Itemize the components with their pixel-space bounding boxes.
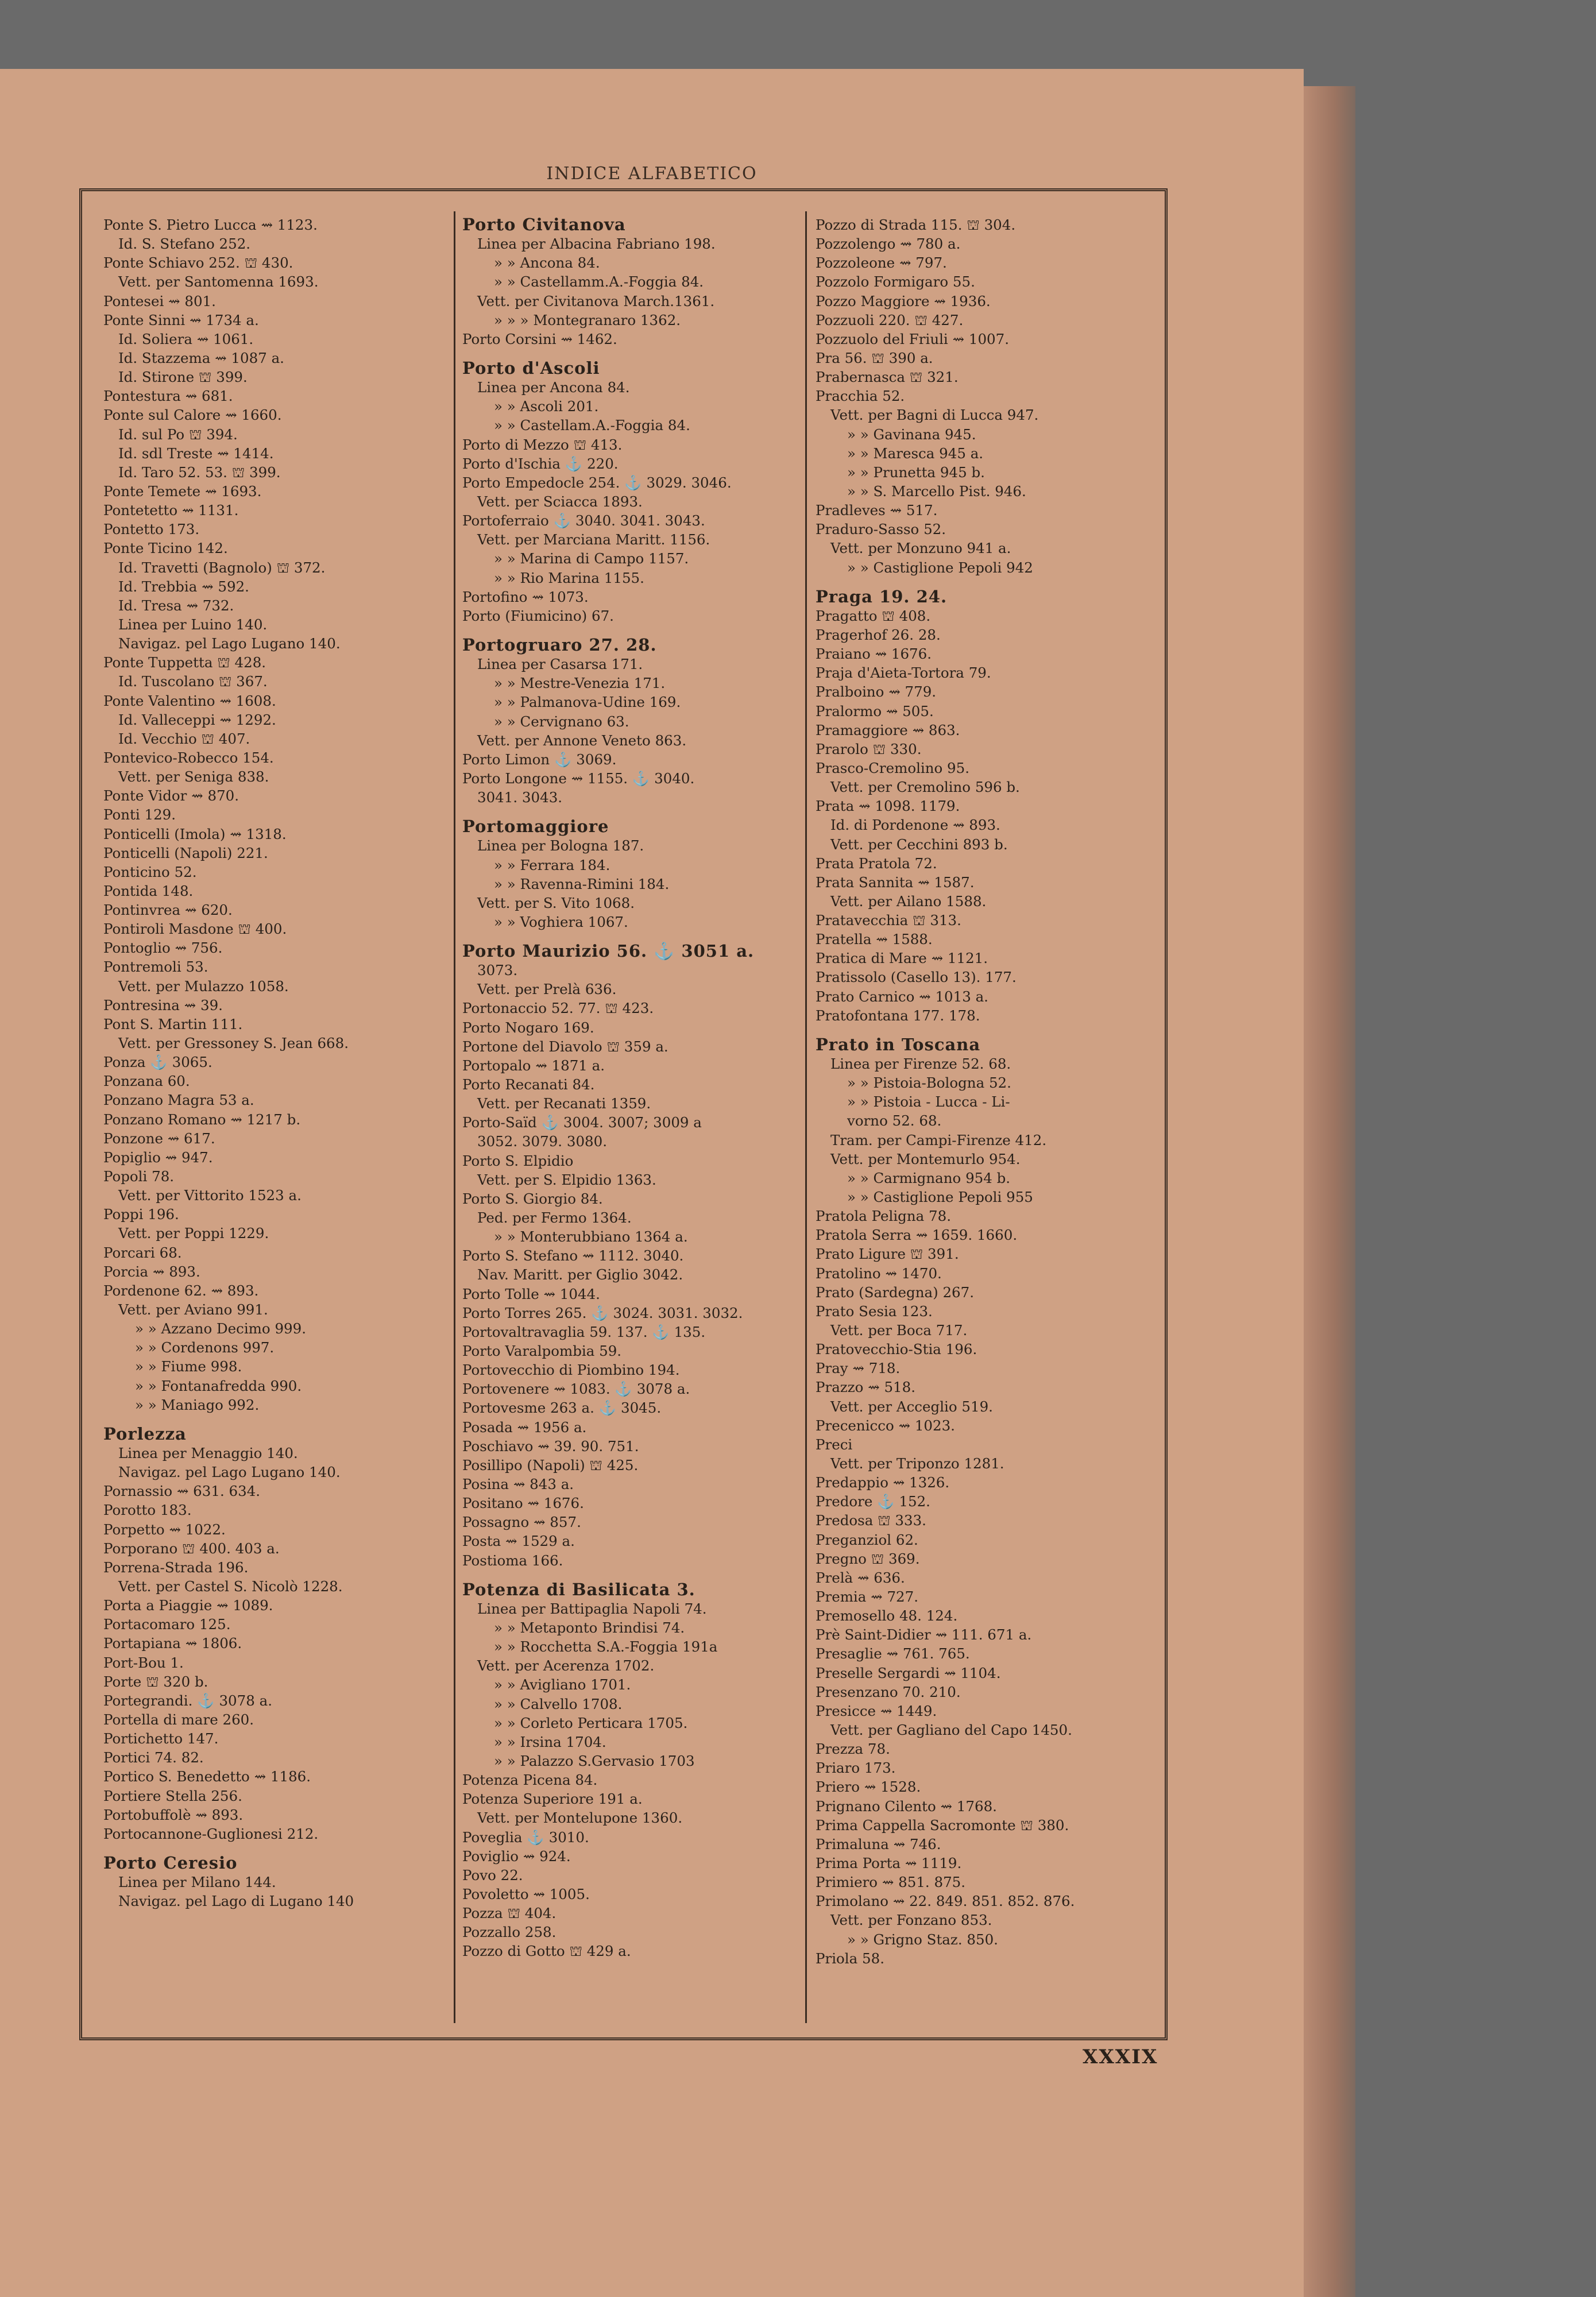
index-entry: Priaro 173.: [816, 1760, 896, 1777]
index-subentry: Vett. per Prelà 636.: [477, 981, 617, 998]
index-entry: Prato Carnico ⇝ 1013 a.: [816, 988, 988, 1005]
index-heading: Porto d'Ascoli: [462, 358, 600, 378]
index-subentry: » » Metaponto Brindisi 74.: [494, 1619, 685, 1636]
index-subentry: » » Palmanova-Udine 169.: [494, 694, 681, 711]
index-entry: Primaluna ⇝ 746.: [816, 1835, 941, 1853]
index-entry: Ponte Ticino 142.: [103, 540, 228, 557]
index-entry: Posina ⇝ 843 a.: [462, 1476, 574, 1492]
index-subentry: » » Castiglione Pepoli 942: [847, 559, 1033, 576]
index-entry: Porto-Saïd ⚓ 3004. 3007; 3009 a: [462, 1114, 702, 1131]
index-entry: Pozzolo Formigaro 55.: [816, 273, 975, 291]
index-entry: Prata ⇝ 1098. 1179.: [816, 798, 960, 815]
index-entry: Pordenone 62. ⇝ 893.: [103, 1282, 259, 1299]
index-entry: Poschiavo ⇝ 39. 90. 751.: [462, 1437, 639, 1455]
index-entry: Posta ⇝ 1529 a.: [462, 1533, 575, 1550]
index-entry: Premosello 48. 124.: [816, 1607, 958, 1625]
index-subentry: Id. sdl Treste ⇝ 1414.: [118, 444, 274, 462]
index-subentry: » » Grigno Staz. 850.: [847, 1931, 998, 1948]
index-entry: Precenicco ⇝ 1023.: [816, 1417, 955, 1434]
index-entry: Pracchia 52.: [816, 388, 905, 405]
index-entry: Ponticelli (Napoli) 221.: [103, 844, 268, 861]
index-entry: Porto Limon ⚓ 3069.: [462, 751, 617, 768]
index-entry: Porpetto ⇝ 1022.: [103, 1521, 226, 1538]
index-entry: Pratolino ⇝ 1470.: [816, 1264, 942, 1282]
index-entry: Ponzano Magra 53 a.: [103, 1092, 254, 1109]
index-entry: Prignano Cilento ⇝ 1768.: [816, 1797, 997, 1815]
column-divider: [454, 211, 455, 2023]
index-subentry: » » Ferrara 184.: [494, 856, 610, 873]
index-subentry: Vett. per Recanati 1359.: [477, 1095, 651, 1112]
index-heading: Prato in Toscana: [816, 1035, 981, 1054]
index-subentry: Id. Valleceppi ⇝ 1292.: [118, 711, 276, 728]
index-entry: Ponte Sinni ⇝ 1734 a.: [103, 311, 259, 328]
index-entry: Pozzoleone ⇝ 797.: [816, 254, 947, 272]
index-entry: Porto S. Giorgio 84.: [462, 1190, 603, 1207]
index-subentry: Vett. per Santomenna 1693.: [118, 273, 319, 291]
index-subentry: Linea per Albacina Fabriano 198.: [477, 235, 716, 253]
index-entry: Ponte Temete ⇝ 1693.: [103, 482, 262, 500]
spacer: [462, 625, 807, 636]
index-entry: Ponte Vidor ⇝ 870.: [103, 787, 239, 805]
index-subentry: Vett. per Aviano 991.: [118, 1301, 268, 1318]
index-subentry: Vett. per S. Vito 1068.: [477, 894, 635, 911]
index-entry: Praiano ⇝ 1676.: [816, 645, 932, 663]
index-subentry: » » Corleto Perticara 1705.: [494, 1714, 688, 1731]
spacer: [462, 807, 807, 817]
index-entry: Porte ⛫ 320 b.: [103, 1673, 208, 1690]
index-entry: Porto Nogaro 169.: [462, 1019, 594, 1036]
index-entry: Porcari 68.: [103, 1244, 182, 1261]
index-entry: Prata Pratola 72.: [816, 854, 937, 872]
index-column-1: [103, 215, 448, 1911]
index-column-2: [462, 215, 807, 1961]
index-subentry: Vett. per Monzuno 941 a.: [830, 540, 1011, 557]
index-entry: Ponte Valentino ⇝ 1608.: [103, 692, 276, 709]
index-subentry: 3041. 3043.: [477, 789, 563, 806]
index-entry: Pontremoli 53.: [103, 958, 208, 976]
index-entry: Pramaggiore ⇝ 863.: [816, 721, 960, 738]
index-entry: Ponzano Romano ⇝ 1217 b.: [103, 1111, 301, 1128]
index-entry: Porporano ⛫ 400. 403 a.: [103, 1540, 280, 1557]
index-entry: Ponza ⚓ 3065.: [103, 1054, 212, 1071]
index-entry: Prazzo ⇝ 518.: [816, 1379, 916, 1396]
index-entry: Predore ⚓ 152.: [816, 1493, 930, 1510]
index-entry: Premia ⇝ 727.: [816, 1588, 919, 1605]
index-subentry: Vett. per S. Elpidio 1363.: [477, 1171, 656, 1188]
index-subentry: Linea per Luino 140.: [118, 616, 268, 633]
index-subentry: Vett. per Cremolino 596 b.: [830, 779, 1020, 796]
index-heading: Portogruaro 27. 28.: [462, 635, 657, 655]
index-subentry: » » Castiglione Pepoli 955: [847, 1189, 1033, 1206]
index-entry: Pontetto 173.: [103, 521, 200, 538]
index-subentry: Nav. Maritt. per Giglio 3042.: [477, 1266, 683, 1283]
index-subentry: Id. Travetti (Bagnolo) ⛫ 372.: [118, 559, 326, 576]
index-entry: Povo 22.: [462, 1866, 523, 1884]
index-entry: Portocannone-Guglionesi 212.: [103, 1825, 319, 1842]
index-entry: Pozzolengo ⇝ 780 a.: [816, 235, 961, 253]
index-entry: Prima Porta ⇝ 1119.: [816, 1854, 962, 1871]
index-heading: Porto Ceresio: [103, 1853, 238, 1873]
index-entry: Porto Varalpombia 59.: [462, 1343, 622, 1360]
index-entry: Portopalo ⇝ 1871 a.: [462, 1057, 605, 1074]
index-entry: Pradleves ⇝ 517.: [816, 502, 938, 519]
index-heading: Porlezza: [103, 1424, 187, 1444]
index-entry: Prato (Sardegna) 267.: [816, 1283, 974, 1301]
index-subentry: Id. S. Stefano 252.: [118, 235, 251, 253]
index-entry: Portone del Diavolo ⛫ 359 a.: [462, 1038, 668, 1055]
index-entry: Pontetetto ⇝ 1131.: [103, 502, 239, 519]
index-subentry: » » Ancona 84.: [494, 254, 600, 272]
index-entry: Presaglie ⇝ 761. 765.: [816, 1645, 970, 1662]
index-subentry: Id. Trebbia ⇝ 592.: [118, 578, 249, 595]
index-subentry: Linea per Ancona 84.: [477, 379, 630, 396]
index-entry: Ponzone ⇝ 617.: [103, 1130, 215, 1147]
spacer: [462, 931, 807, 942]
index-subentry: 3052. 3079. 3080.: [477, 1133, 607, 1150]
index-entry: Portico S. Benedetto ⇝ 1186.: [103, 1768, 311, 1785]
index-entry: Pontesei ⇝ 801.: [103, 292, 216, 310]
index-subentry: » » Pistoia-Bologna 52.: [847, 1074, 1011, 1092]
index-subentry: » » S. Marcello Pist. 946.: [847, 482, 1026, 500]
index-subentry: » » Mestre-Venezia 171.: [494, 675, 666, 692]
index-entry: Presicce ⇝ 1449.: [816, 1702, 937, 1719]
index-entry: Ponte S. Pietro Lucca ⇝ 1123.: [103, 216, 318, 233]
index-entry: Praduro-Sasso 52.: [816, 521, 946, 538]
index-subentry: » » Irsina 1704.: [494, 1733, 606, 1750]
index-subentry: » » Maniago 992.: [135, 1396, 260, 1413]
index-subentry: » » Cordenons 997.: [135, 1339, 275, 1356]
index-subentry: Vett. per Cecchini 893 b.: [830, 836, 1008, 853]
index-subentry: Id. di Pordenone ⇝ 893.: [830, 817, 1000, 834]
index-subentry: Linea per Casarsa 171.: [477, 656, 643, 673]
index-subentry: vorno 52. 68.: [847, 1112, 942, 1130]
spacer: [462, 349, 807, 359]
index-entry: Porcia ⇝ 893.: [103, 1263, 200, 1280]
index-entry: Porto d'Ischia ⚓ 220.: [462, 455, 619, 472]
index-entry: Pra 56. ⛫ 390 a.: [816, 349, 933, 366]
index-entry: Pont S. Martin 111.: [103, 1015, 243, 1033]
spacer: [816, 1025, 1160, 1035]
index-entry: Pozzo di Gotto ⛫ 429 a.: [462, 1943, 631, 1960]
index-entry: Preselle Sergardi ⇝ 1104.: [816, 1664, 1001, 1681]
index-subentry: » » Fontanafredda 990.: [135, 1377, 302, 1394]
index-entry: Pornassio ⇝ 631. 634.: [103, 1483, 261, 1500]
index-subentry: Vett. per Ailano 1588.: [830, 892, 987, 910]
index-entry: Priero ⇝ 1528.: [816, 1778, 921, 1796]
index-entry: Portovaltravaglia 59. 137. ⚓ 135.: [462, 1323, 706, 1340]
index-entry: Pozzallo 258.: [462, 1924, 557, 1941]
index-entry: Portapiana ⇝ 1806.: [103, 1635, 242, 1652]
index-entry: Portoferraio ⚓ 3040. 3041. 3043.: [462, 512, 705, 529]
index-subentry: Linea per Bologna 187.: [477, 837, 644, 854]
index-subentry: » » Rocchetta S.A.-Foggia 191a: [494, 1638, 718, 1656]
index-entry: Portegrandi. ⚓ 3078 a.: [103, 1692, 272, 1709]
page-edge: [1304, 86, 1355, 2297]
index-entry: Porto Longone ⇝ 1155. ⚓ 3040.: [462, 769, 695, 787]
index-entry: Pratissolo (Casello 13). 177.: [816, 969, 1017, 986]
index-entry: Pontiroli Masdone ⛫ 400.: [103, 921, 287, 938]
index-subentry: » » Avigliano 1701.: [494, 1676, 631, 1693]
index-entry: Positano ⇝ 1676.: [462, 1495, 584, 1512]
index-entry: Ponte sul Calore ⇝ 1660.: [103, 407, 282, 424]
index-entry: Pragatto ⛫ 408.: [816, 607, 931, 624]
index-entry: Preci: [816, 1436, 853, 1453]
index-subentry: Vett. per Triponzo 1281.: [830, 1455, 1004, 1472]
index-entry: Preganziol 62.: [816, 1531, 918, 1548]
index-subentry: » » Rio Marina 1155.: [494, 569, 644, 586]
index-subentry: Vett. per Fonzano 853.: [830, 1912, 992, 1929]
index-entry: Pratola Peligna 78.: [816, 1208, 952, 1225]
index-subentry: Vett. per Acerenza 1702.: [477, 1657, 655, 1675]
index-entry: Posillipo (Napoli) ⛫ 425.: [462, 1456, 639, 1474]
index-entry: Pratola Serra ⇝ 1659. 1660.: [816, 1227, 1018, 1244]
index-entry: Pray ⇝ 718.: [816, 1360, 901, 1377]
page-number: XXXIX: [1083, 2045, 1158, 2068]
index-entry: Prato Ligure ⛫ 391.: [816, 1246, 959, 1263]
index-entry: Ponticelli (Imola) ⇝ 1318.: [103, 825, 287, 842]
spacer: [816, 577, 1160, 587]
index-subentry: Id. Tresa ⇝ 732.: [118, 597, 234, 614]
index-entry: Poppi 196.: [103, 1206, 179, 1223]
index-heading: Porto Maurizio 56. ⚓ 3051 a.: [462, 942, 755, 961]
index-subentry: » » Fiume 998.: [135, 1358, 242, 1375]
spacer: [103, 1414, 448, 1425]
index-entry: Porto (Fiumicino) 67.: [462, 607, 614, 624]
index-entry: Povoletto ⇝ 1005.: [462, 1885, 590, 1902]
index-entry: Priola 58.: [816, 1950, 884, 1967]
index-entry: Porto Recanati 84.: [462, 1076, 595, 1093]
index-entry: Porto di Mezzo ⛫ 413.: [462, 436, 623, 453]
index-entry: Porto Corsini ⇝ 1462.: [462, 330, 617, 347]
index-entry: Port-Bou 1.: [103, 1654, 184, 1671]
index-subentry: Vett. per Montemurlo 954.: [830, 1150, 1021, 1167]
index-entry: Pozzuolo del Friuli ⇝ 1007.: [816, 330, 1010, 347]
index-subentry: Vett. per Acceglio 519.: [830, 1398, 993, 1415]
index-entry: Prelà ⇝ 636.: [816, 1569, 905, 1586]
index-entry: Portichetto 147.: [103, 1730, 219, 1747]
index-subentry: » » Maresca 945 a.: [847, 444, 984, 462]
index-entry: Porto S. Elpidio: [462, 1152, 574, 1169]
index-entry: Primolano ⇝ 22. 849. 851. 852. 876.: [816, 1893, 1075, 1910]
index-subentry: » » Calvello 1708.: [494, 1695, 623, 1712]
index-subentry: Vett. per Gressoney S. Jean 668.: [118, 1035, 349, 1052]
index-entry: Portiere Stella 256.: [103, 1787, 242, 1804]
index-subentry: Vett. per Civitanova March.1361.: [477, 292, 715, 310]
index-entry: Portovecchio di Piombino 194.: [462, 1362, 680, 1379]
index-subentry: » » » Montegranaro 1362.: [494, 311, 681, 328]
index-entry: Pontresina ⇝ 39.: [103, 996, 223, 1014]
index-entry: Portacomaro 125.: [103, 1616, 231, 1633]
index-entry: Ponticino 52.: [103, 863, 197, 880]
index-column-3: [816, 215, 1160, 1968]
index-entry: Possagno ⇝ 857.: [462, 1514, 581, 1531]
index-subentry: Linea per Milano 144.: [118, 1874, 276, 1891]
index-entry: Porto S. Stefano ⇝ 1112. 3040.: [462, 1247, 684, 1264]
index-subentry: Linea per Firenze 52. 68.: [830, 1055, 1011, 1073]
index-entry: Primiero ⇝ 851. 875.: [816, 1874, 966, 1891]
index-subentry: » » Marina di Campo 1157.: [494, 550, 689, 567]
index-subentry: » » Carmignano 954 b.: [847, 1169, 1011, 1186]
index-heading: Praga 19. 24.: [816, 587, 948, 606]
index-entry: Predosa ⛫ 333.: [816, 1512, 926, 1529]
index-subentry: Vett. per Montelupone 1360.: [477, 1809, 683, 1827]
index-entry: Popiglio ⇝ 947.: [103, 1148, 213, 1166]
index-entry: Pontinvrea ⇝ 620.: [103, 902, 233, 919]
index-subentry: » » Palazzo S.Gervasio 1703: [494, 1752, 695, 1769]
index-entry: Poveglia ⚓ 3010.: [462, 1828, 589, 1846]
index-entry: Prima Cappella Sacromonte ⛫ 380.: [816, 1816, 1069, 1834]
index-subentry: » » Voghiera 1067.: [494, 913, 628, 930]
index-entry: Pontestura ⇝ 681.: [103, 388, 233, 405]
index-subentry: Vett. per Poppi 1229.: [118, 1225, 269, 1242]
index-entry: Portici 74. 82.: [103, 1749, 204, 1766]
index-entry: Prato Sesia 123.: [816, 1302, 933, 1320]
index-subentry: Vett. per Seniga 838.: [118, 768, 269, 786]
index-subentry: Vett. per Boca 717.: [830, 1322, 968, 1339]
index-entry: Porta a Piaggie ⇝ 1089.: [103, 1597, 273, 1614]
index-subentry: Vett. per Mulazzo 1058.: [118, 977, 289, 995]
index-subentry: Navigaz. pel Lago Lugano 140.: [118, 635, 341, 652]
index-subentry: Vett. per Marciana Maritt. 1156.: [477, 531, 710, 548]
index-entry: Postioma 166.: [462, 1552, 563, 1569]
index-entry: Prata Sannita ⇝ 1587.: [816, 873, 975, 891]
index-entry: Ponte Schiavo 252. ⛫ 430.: [103, 254, 293, 272]
index-entry: Ponti 129.: [103, 806, 176, 823]
index-entry: Pozzo di Strada 115. ⛫ 304.: [816, 216, 1016, 233]
index-entry: Prarolo ⛫ 330.: [816, 740, 922, 757]
index-heading: Porto Civitanova: [462, 215, 626, 234]
index-subentry: Ped. per Fermo 1364.: [477, 1209, 632, 1227]
index-subentry: Id. sul Po ⛫ 394.: [118, 426, 238, 443]
index-subentry: » » Monterubbiano 1364 a.: [494, 1228, 688, 1246]
index-subentry: Tram. per Campi-Firenze 412.: [830, 1131, 1047, 1148]
index-subentry: Vett. per Annone Veneto 863.: [477, 732, 687, 749]
index-subentry: » » Cervignano 63.: [494, 713, 629, 730]
index-subentry: Vett. per Vittorito 1523 a.: [118, 1187, 302, 1204]
index-entry: Pralboino ⇝ 779.: [816, 683, 937, 701]
index-entry: Portovenere ⇝ 1083. ⚓ 3078 a.: [462, 1380, 690, 1398]
index-subentry: Id. Stazzema ⇝ 1087 a.: [118, 349, 284, 366]
index-entry: Pregno ⛫ 369.: [816, 1550, 920, 1567]
index-subentry: Vett. per Bagni di Lucca 947.: [830, 407, 1039, 424]
index-entry: Portobuffolè ⇝ 893.: [103, 1806, 244, 1823]
index-subentry: Id. Tuscolano ⛫ 367.: [118, 673, 268, 690]
index-entry: Pratica di Mare ⇝ 1121.: [816, 950, 988, 967]
index-entry: Prabernasca ⛫ 321.: [816, 369, 959, 386]
index-entry: Prasco-Cremolino 95.: [816, 759, 970, 776]
index-entry: Ponzana 60.: [103, 1073, 190, 1090]
index-subentry: Id. Stirone ⛫ 399.: [118, 369, 248, 386]
index-entry: Portella di mare 260.: [103, 1711, 254, 1728]
index-entry: Predappio ⇝ 1326.: [816, 1474, 950, 1491]
index-entry: Popoli 78.: [103, 1168, 175, 1185]
index-subentry: » » Ravenna-Rimini 184.: [494, 875, 670, 892]
index-entry: Porotto 183.: [103, 1502, 192, 1519]
index-entry: Pozzo Maggiore ⇝ 1936.: [816, 292, 991, 310]
index-entry: Potenza Superiore 191 a.: [462, 1791, 643, 1808]
index-entry: Posada ⇝ 1956 a.: [462, 1418, 587, 1436]
index-entry: Potenza Picena 84.: [462, 1772, 598, 1789]
index-subentry: Linea per Battipaglia Napoli 74.: [477, 1600, 707, 1617]
index-entry: Portofino ⇝ 1073.: [462, 588, 589, 605]
index-subentry: » » Castellamm.A.-Foggia 84.: [494, 273, 704, 291]
index-entry: Pontevico-Robecco 154.: [103, 749, 274, 766]
page-header-title: INDICE ALFABETICO: [546, 164, 758, 184]
index-subentry: Id. Taro 52. 53. ⛫ 399.: [118, 463, 281, 481]
index-entry: Porto Tolle ⇝ 1044.: [462, 1285, 600, 1302]
index-subentry: Id. Vecchio ⛫ 407.: [118, 730, 250, 747]
index-subentry: Vett. per Gagliano del Capo 1450.: [830, 1721, 1072, 1738]
index-entry: Pozza ⛫ 404.: [462, 1905, 557, 1922]
index-entry: Pratofontana 177. 178.: [816, 1007, 980, 1024]
index-entry: Pralormo ⇝ 505.: [816, 702, 934, 720]
spacer: [103, 1843, 448, 1854]
spacer: [462, 1570, 807, 1580]
index-entry: Ponte Tuppetta ⛫ 428.: [103, 654, 266, 671]
index-entry: Pratovecchio-Stia 196.: [816, 1341, 977, 1358]
index-subentry: Vett. per Castel S. Nicolò 1228.: [118, 1577, 343, 1595]
index-subentry: » » Ascoli 201.: [494, 398, 599, 415]
index-entry: Praja d'Aieta-Tortora 79.: [816, 664, 991, 682]
index-heading: Potenza di Basilicata 3.: [462, 1580, 695, 1599]
index-entry: Pratella ⇝ 1588.: [816, 931, 933, 948]
index-subentry: Vett. per Sciacca 1893.: [477, 493, 643, 510]
index-entry: Prè Saint-Didier ⇝ 111. 671 a.: [816, 1626, 1032, 1644]
index-entry: Portovesme 263 a. ⚓ 3045.: [462, 1399, 662, 1417]
index-subentry: Navigaz. pel Lago Lugano 140.: [118, 1464, 341, 1481]
index-entry: Poviglio ⇝ 924.: [462, 1847, 571, 1865]
index-entry: Pontoglio ⇝ 756.: [103, 939, 223, 957]
index-entry: Porrena-Strada 196.: [103, 1559, 249, 1576]
index-entry: Pontida 148.: [103, 882, 194, 899]
index-entry: Portonaccio 52. 77. ⛫ 423.: [462, 1000, 654, 1017]
index-subentry: Navigaz. pel Lago di Lugano 140: [118, 1893, 354, 1910]
index-heading: Portomaggiore: [462, 817, 609, 837]
index-subentry: » » Pistoia - Lucca - Li-: [847, 1093, 1010, 1111]
index-entry: Porto Torres 265. ⚓ 3024. 3031. 3032.: [462, 1304, 743, 1321]
index-subentry: » » Azzano Decimo 999.: [135, 1320, 307, 1337]
index-subentry: » » Gavinana 945.: [847, 426, 976, 443]
index-entry: Pratavecchia ⛫ 313.: [816, 912, 961, 929]
index-subentry: » » Castellam.A.-Foggia 84.: [494, 417, 690, 434]
index-subentry: Id. Soliera ⇝ 1061.: [118, 330, 254, 347]
index-entry: Prezza 78.: [816, 1741, 890, 1758]
index-subentry: 3073.: [477, 962, 518, 979]
index-entry: Pragerhof 26. 28.: [816, 626, 941, 643]
index-entry: Pozzuoli 220. ⛫ 427.: [816, 311, 964, 328]
index-entry: Presenzano 70. 210.: [816, 1683, 961, 1700]
index-subentry: Linea per Menaggio 140.: [118, 1445, 298, 1461]
index-subentry: » » Prunetta 945 b.: [847, 463, 985, 481]
index-entry: Porto Empedocle 254. ⚓ 3029. 3046.: [462, 474, 732, 491]
